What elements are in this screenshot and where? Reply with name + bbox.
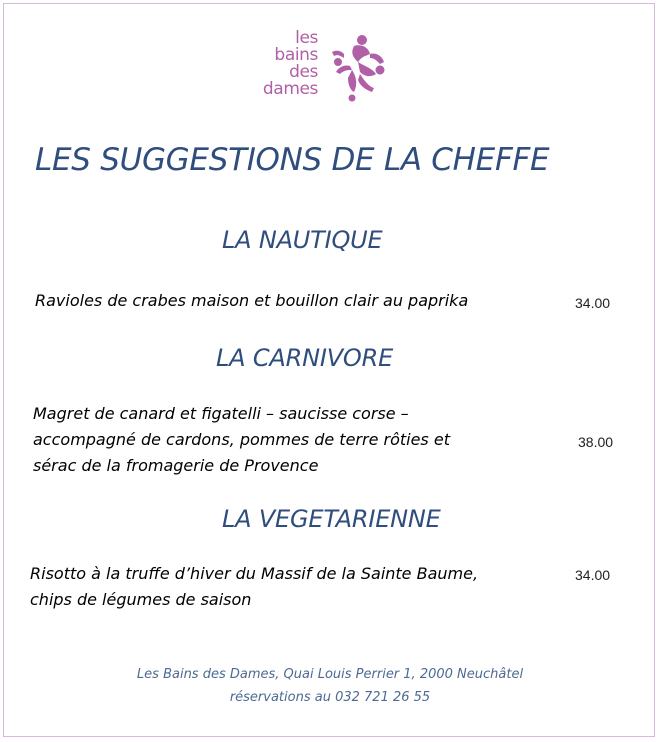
dish-line: chips de légumes de saison (30, 590, 252, 609)
dish-line: accompagné de cardons, pommes de terre rôties et (33, 430, 450, 449)
dish-price: 34.00 (575, 295, 611, 311)
logo-line: les (295, 28, 318, 48)
section-title-carnivore: LA CARNIVORE (216, 344, 394, 372)
dish-line: Magret de canard et figatelli – saucisse corse – (33, 404, 409, 423)
dish-line: Risotto à la truffe d’hiver du Massif de la Sainte Baume, (30, 564, 479, 583)
logo-line: dames (262, 79, 318, 99)
bathers-figure-icon (330, 32, 386, 102)
logo-wordmark (256, 30, 318, 98)
logo-line: des (289, 62, 318, 82)
dish-line: Ravioles de crabes maison et bouillon clair au paprika (35, 291, 469, 310)
dish-description (35, 288, 468, 314)
dish-description (33, 401, 450, 479)
logo-line: bains (274, 45, 318, 65)
section-title-vegetarienne: LA VEGETARIENNE (222, 505, 441, 533)
dish-line: sérac de la fromagerie de Provence (33, 456, 319, 475)
footer-address: Les Bains des Dames, Quai Louis Perrier 1, 2000 Neuchâtel (136, 667, 524, 682)
dish-price: 38.00 (578, 434, 614, 450)
page-title: LES SUGGESTIONS DE LA CHEFFE (35, 142, 550, 178)
dish-description (30, 561, 478, 613)
brand-logo (252, 30, 388, 106)
footer-reservations: réservations au 032 721 26 55 (229, 690, 431, 705)
section-title-nautique: LA NAUTIQUE (222, 226, 383, 254)
dish-price: 34.00 (575, 567, 611, 583)
